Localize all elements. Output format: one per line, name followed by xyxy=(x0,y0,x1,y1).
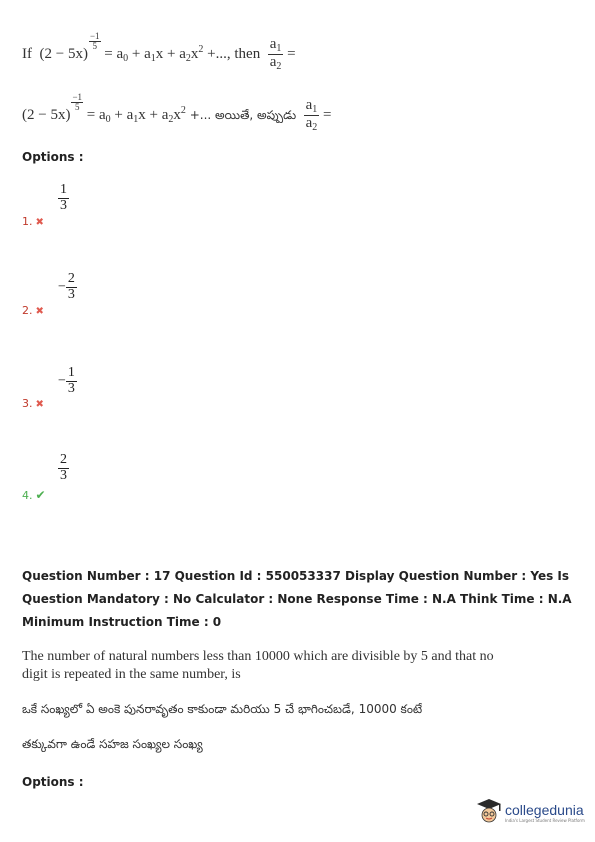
option-3-value: − $\frac{1}{3}$ xyxy=(58,365,75,396)
option-3[interactable]: 3. ✖ xyxy=(22,397,44,410)
exponent-fraction: $\frac{-1}{5}$ xyxy=(89,31,100,51)
graduate-icon xyxy=(476,797,502,825)
collegedunia-logo: collegedunia India's Largest Student Review Platform xyxy=(476,797,585,825)
question-text-te: (2 − 5x) $\frac{-1}{5}$ = $a_0 + a_1x + a_2x^2$ +... అయితే, అప్పుడు $\frac{a_1}{a_2}$ = xyxy=(22,92,332,134)
next-question-text-te-1: ఒకే సంఖ్యలో ఏ అంకె పునరావృతం కాకుండా మరియు 5 చే భాగించబడే, 10000 కంటే xyxy=(22,702,423,716)
options-label-2: Options : xyxy=(22,775,84,789)
option-2[interactable]: 2. ✖ xyxy=(22,304,44,317)
question-meta: Question Number : 17 Question Id : 550053337 Display Question Number : Yes Is Question Mandatory : No Calculator : None Response Time : N.A Think Time : N.A Minimum Instruction Time : 0 xyxy=(22,569,572,629)
option-1[interactable]: 1. ✖ xyxy=(22,215,44,228)
next-question-text-te-2: తక్కువగా ఉండే సహజ సంఖ్యల సంఖ్య xyxy=(22,737,203,751)
next-question-text-en: The number of natural numbers less than 10000 which are divisible by 5 and that no digit is repeated in the same number, is xyxy=(22,649,494,682)
ratio-fraction-te: $\frac{a_1}{a_2}$ xyxy=(305,96,318,134)
check-icon: ✔ xyxy=(35,488,46,502)
ratio-fraction: $\frac{a_1}{a_2}$ xyxy=(269,35,282,73)
wrong-icon: ✖ xyxy=(35,217,44,228)
wrong-icon: ✖ xyxy=(35,306,44,317)
option-2-value: − $\frac{2}{3}$ xyxy=(58,271,75,302)
question-text-en: If (2 − 5x) $\frac{-1}{5}$ = $a_0 + a_1x + a_2x^2$ +..., then $\frac{a_1}{a_2}$ = xyxy=(22,31,296,73)
expression-base: (2 − 5x) xyxy=(39,46,88,62)
option-4[interactable]: 4. ✔ xyxy=(22,488,46,502)
exponent-fraction-te: $\frac{-1}{5}$ xyxy=(72,92,83,112)
wrong-icon: ✖ xyxy=(35,399,44,410)
option-4-value: $\frac{2}{3}$ xyxy=(60,452,67,483)
options-label: Options : xyxy=(22,150,84,164)
question-prefix: If xyxy=(22,46,32,62)
option-1-value: $\frac{1}{3}$ xyxy=(60,182,67,213)
